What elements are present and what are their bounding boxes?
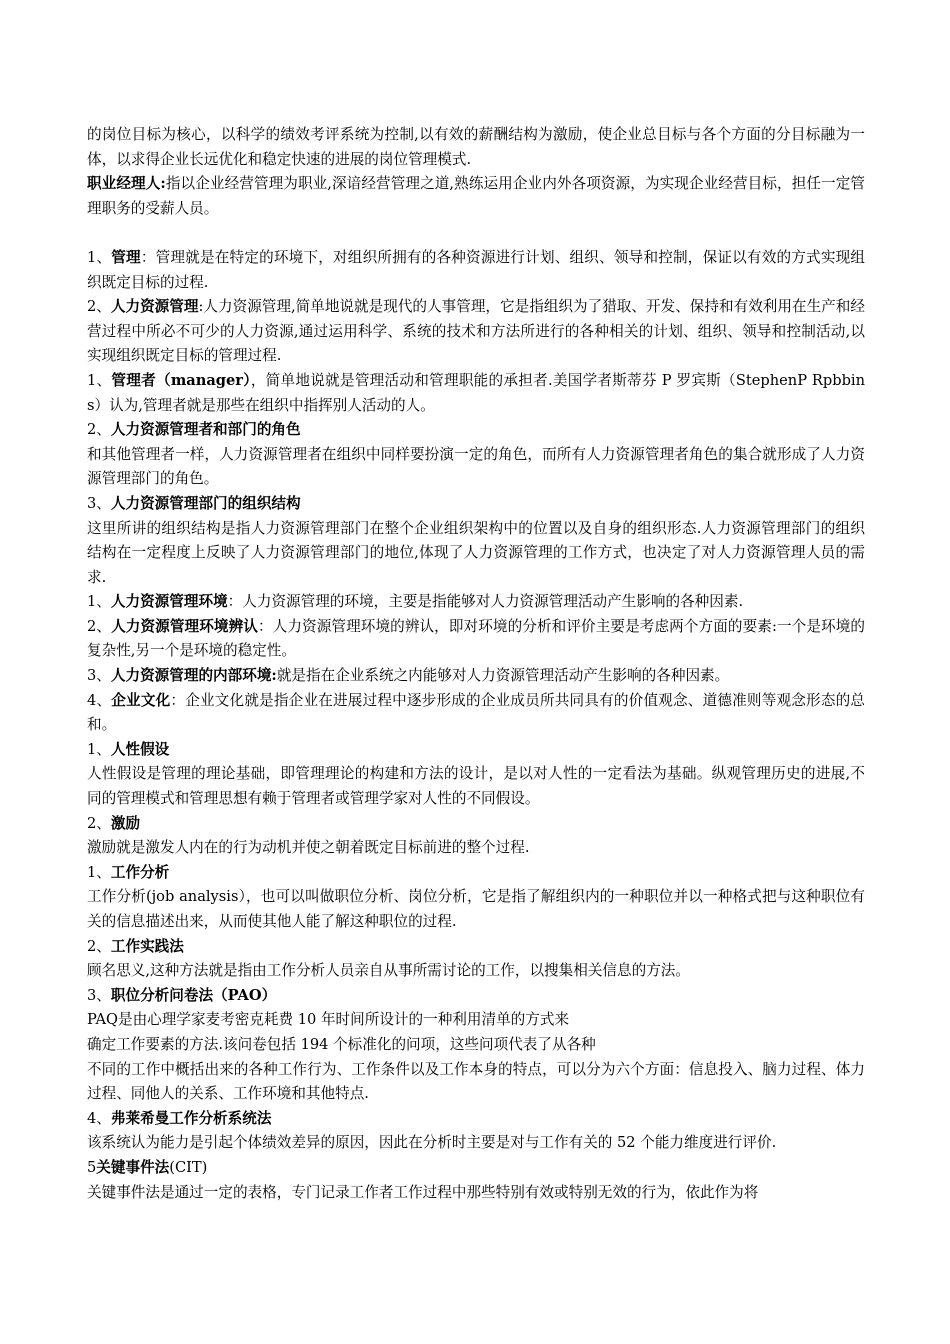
body-paragraph <box>87 959 865 984</box>
paragraph-text: ：人力资源管理环境的辨认，即对环境的分析和评价主要是考虑两个方面的要素:一个是环境的复杂性,另一个是环境的稳定性。 <box>87 617 866 660</box>
term-heading: 管理 <box>111 248 141 266</box>
section-paragraph <box>87 812 865 837</box>
body-paragraph <box>87 1008 865 1033</box>
item-number: 1、 <box>87 593 111 611</box>
item-number: 2、 <box>87 937 111 955</box>
paragraph-text: 人性假设是管理的理论基础，即管理理论的构建和方法的设计，是以对人性的一定看法为基础。纵观管理历史的进展,不同的管理模式和管理思想有赖于管理者或管理学家对人性的不同假设。 <box>87 765 865 808</box>
item-number: 2、 <box>87 421 111 439</box>
paragraph-text: 工作分析(job analysis），也可以叫做职位分析、岗位分析，它是指了解组织内的一种职位并以一种格式把与这种职位有关的信息描述出来，从而使其他人能了解这种职位的过程. <box>87 888 865 930</box>
body-paragraph <box>87 123 865 172</box>
body-paragraph <box>87 1181 865 1206</box>
paragraph-text: ：管理就是在特定的环境下，对组织所拥有的各种资源进行计划、组织、领导和控制，保证以有效的方式实现组织既定目标的过程. <box>87 248 865 291</box>
section-paragraph <box>87 492 865 517</box>
paragraph-text: 顾名思义,这种方法就是指由工作分析人员亲自从事所需讨论的工作，以搜集相关信息的方法。 <box>87 962 690 980</box>
term-heading: 人性假设 <box>110 740 170 758</box>
section-paragraph <box>87 615 865 664</box>
term-heading: 人力资源管理环境 <box>110 593 228 611</box>
body-paragraph <box>87 885 865 934</box>
body-paragraph <box>87 1033 865 1058</box>
term-heading: 人力资源管理的内部环境: <box>110 667 277 685</box>
term-heading: 人力资源管理者和部门的角色 <box>110 421 301 439</box>
document-page <box>87 123 865 1205</box>
item-number: 2、 <box>87 814 111 832</box>
section-paragraph <box>87 861 865 886</box>
paragraph-text: :人力资源管理,简单地说就是现代的人事管理，它是指组织为了猎取、开发、保持和有效利用在生产和经营过程中所必不可少的人力资源,通过运用科学、系统的技术和方法所进行的各种相关的计划、组织、领导和控制活动,以实现组织既定目标的管理过程. <box>87 298 865 365</box>
section-paragraph <box>87 295 865 369</box>
body-paragraph <box>87 443 865 492</box>
body-paragraph <box>87 1131 865 1156</box>
section-paragraph <box>87 664 865 689</box>
paragraph-text: 这里所讲的组织结构是指人力资源管理部门在整个企业组织架构中的位置以及自身的组织形态.人力资源管理部门的组织结构在一定程度上反映了人力资源管理部门的地位,体现了人力资源管理的工作方式，也决定了对人力资源管理人员的需求. <box>87 519 865 586</box>
item-number: 4、 <box>87 691 112 709</box>
body-paragraph <box>87 762 865 811</box>
item-number: 1、 <box>87 371 112 389</box>
section-paragraph <box>87 590 865 615</box>
paragraph-text: ：人力资源管理的环境，主要是指能够对人力资源管理活动产生影响的各种因素. <box>227 593 744 611</box>
paragraph-text: 不同的工作中概括出来的各种工作行为、工作条件以及工作本身的特点，可以分为六个方面：信息投入、脑力过程、体力过程、同他人的关系、工作环境和其他特点. <box>87 1060 865 1103</box>
item-number: 1、 <box>87 740 111 758</box>
term-heading: 企业文化 <box>111 691 171 709</box>
item-number: 2、 <box>87 298 111 316</box>
term-heading: 职业经理人: <box>87 175 166 193</box>
section-paragraph <box>87 1107 865 1132</box>
section-paragraph <box>87 689 865 738</box>
paragraph-text: 和其他管理者一样，人力资源管理者在组织中同样要扮演一定的角色，而所有人力资源管理者角色的集合就形成了人力资源管理部门的角色。 <box>87 445 865 488</box>
body-paragraph <box>87 836 865 861</box>
term-heading: 人力资源管理部门的组织结构 <box>110 494 301 512</box>
body-paragraph <box>87 1058 865 1107</box>
paragraph-text: 确定工作要素的方法.该问卷包括 194 个标准化的问项，这些问项代表了从各种 <box>87 1035 596 1053</box>
paragraph-text: 关键事件法是通过一定的表格，专门记录工作者工作过程中那些特别有效或特别无效的行为，依此作为将 <box>87 1183 759 1201</box>
paragraph-text: 指以企业经营管理为职业,深谙经营管理之道,熟练运用企业内外各项资源，为实现企业经营目标，担任一定管理职务的受薪人员。 <box>87 175 865 217</box>
section-paragraph <box>87 369 865 418</box>
term-heading: 工作分析 <box>110 863 170 881</box>
paragraph-text: (CIT) <box>169 1158 208 1176</box>
paragraph-text: ，简单地说就是管理活动和管理职能的承担者.美国学者斯蒂芬 P 罗宾斯（StephenP Rpbbins）认为,管理者就是那些在组织中指挥别人活动的人。 <box>87 371 865 414</box>
item-number: 2、 <box>87 617 112 635</box>
item-number: 3、 <box>87 667 111 685</box>
section-paragraph <box>87 738 865 763</box>
section-paragraph <box>87 935 865 960</box>
paragraph-text: ：企业文化就是指企业在进展过程中逐步形成的企业成员所共同具有的价值观念、道德准则等观念形态的总和。 <box>87 691 865 734</box>
term-heading: 关键事件法 <box>96 1158 170 1176</box>
paragraph-text: PAQ是由心理学家麦考密克耗费 10 年时间所设计的一种利用清单的方式来 <box>87 1011 570 1029</box>
paragraph-text: 激励就是激发人内在的行为动机并使之朝着既定目标前进的整个过程. <box>87 839 530 857</box>
term-heading: 工作实践法 <box>110 937 184 955</box>
item-number: 3、 <box>87 986 111 1004</box>
term-heading: 职位分析问卷法（PAO） <box>110 986 277 1004</box>
term-heading: 人力资源管理环境辨认 <box>111 617 258 635</box>
body-paragraph <box>87 517 865 591</box>
section-paragraph <box>87 418 865 443</box>
item-number: 5 <box>87 1158 97 1176</box>
paragraph-text: 就是指在企业系统之内能够对人力资源管理活动产生影响的各种因素。 <box>276 667 730 685</box>
term-heading: 管理者（manager） <box>111 371 251 389</box>
paragraph-text: 该系统认为能力是引起个体绩效差异的原因，因此在分析时主要是对与工作有关的 52 个能力维度进行评价. <box>87 1134 777 1152</box>
section-paragraph <box>87 1156 865 1181</box>
item-number: 4、 <box>87 1109 111 1127</box>
term-heading: 人力资源管理 <box>110 298 199 316</box>
section-paragraph <box>87 246 865 295</box>
term-heading: 激励 <box>110 814 141 832</box>
section-paragraph <box>87 984 865 1009</box>
item-number: 1、 <box>87 863 111 881</box>
blank-line <box>87 221 865 246</box>
term-heading: 弗莱希曼工作分析系统法 <box>110 1109 272 1127</box>
section-paragraph <box>87 172 865 221</box>
item-number: 1、 <box>87 248 112 266</box>
paragraph-text: 的岗位目标为核心，以科学的绩效考评系统为控制,以有效的薪酬结构为激励，使企业总目标与各个方面的分目标融为一体，以求得企业长远优化和稳定快速的进展的岗位管理模式. <box>87 126 865 168</box>
item-number: 3、 <box>87 494 111 512</box>
